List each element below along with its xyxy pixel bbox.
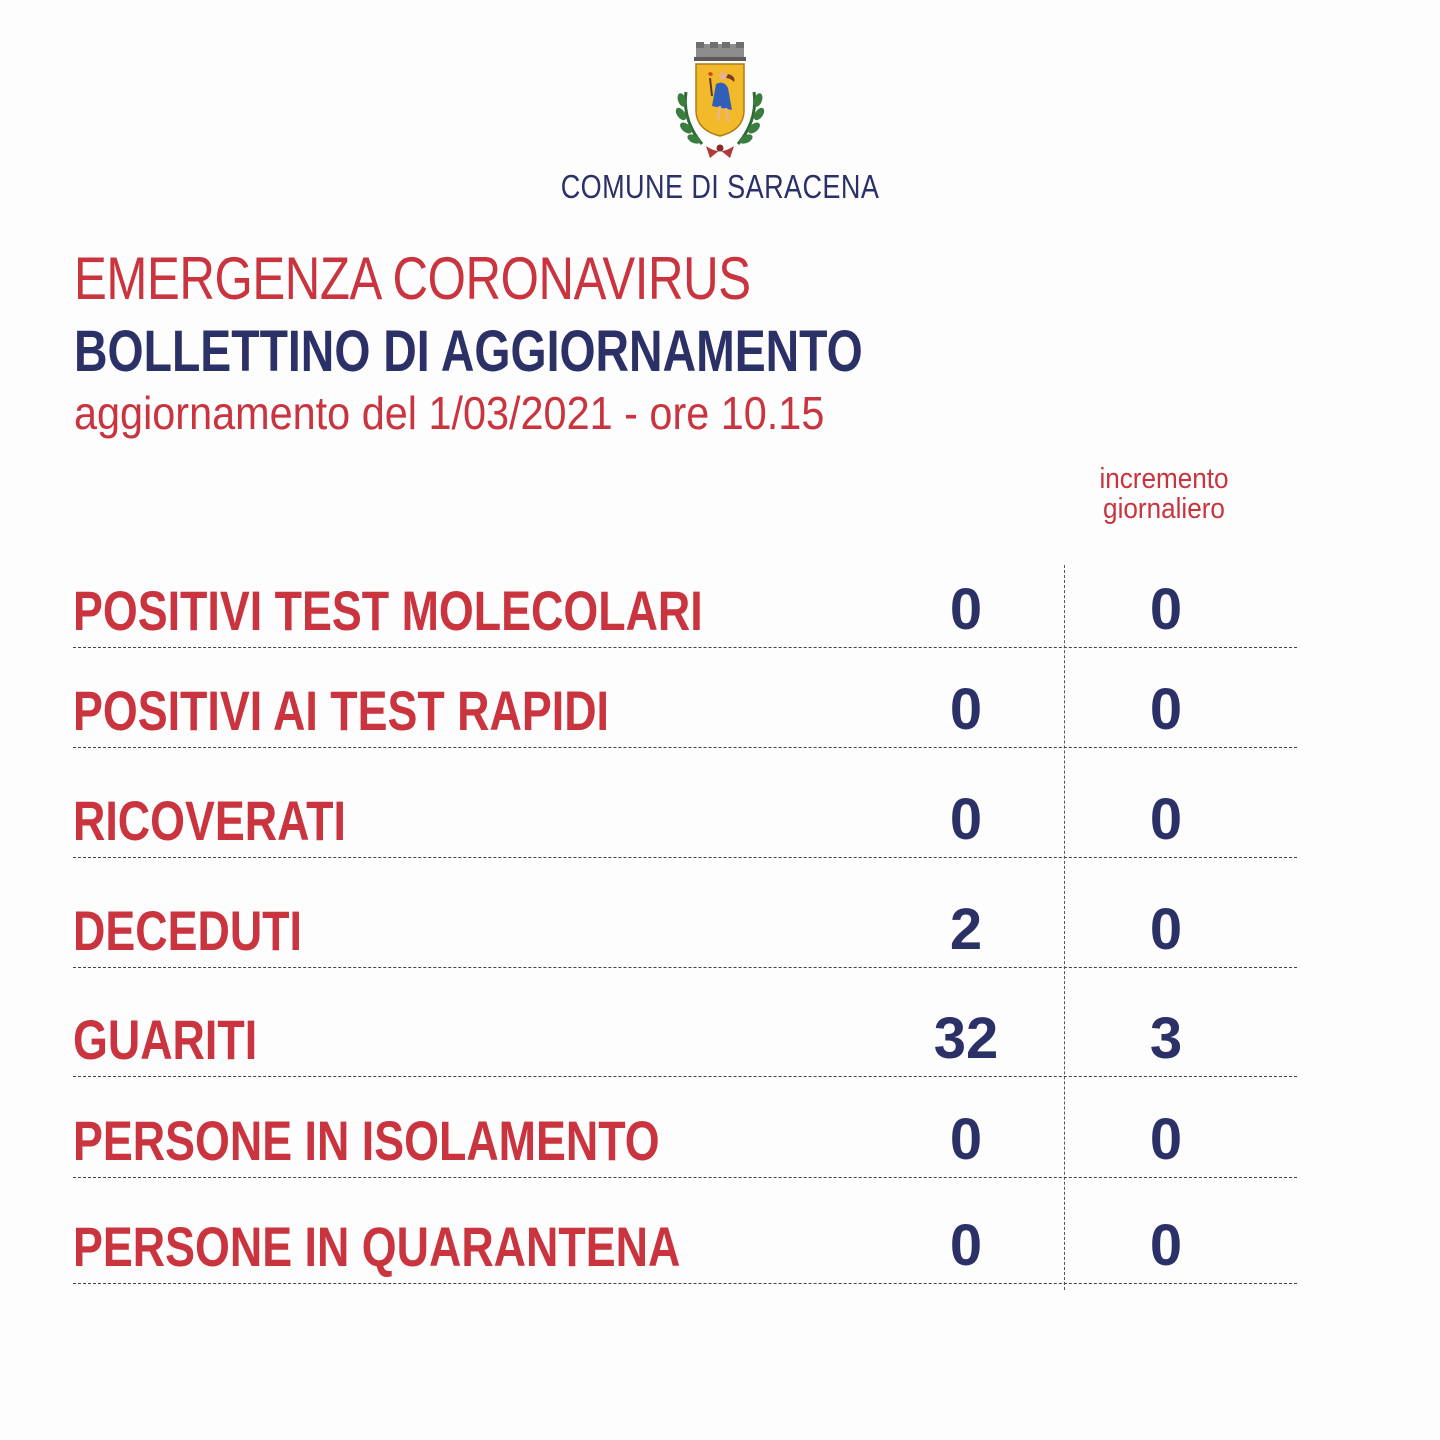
table-row [73, 770, 1297, 858]
table-row [73, 1090, 1297, 1178]
increment-header-line-1: incremento [1099, 463, 1229, 495]
coat-of-arms-icon [666, 40, 774, 164]
table-row [73, 1196, 1297, 1284]
row-label: POSITIVI AI TEST RAPIDI [73, 679, 610, 742]
table-row [73, 560, 1297, 648]
heading-bollettino: BOLLETTINO DI AGGIORNAMENTO [74, 319, 863, 384]
table-row [73, 880, 1297, 968]
row-value: 0 [949, 577, 983, 642]
row-increment: 3 [1149, 1006, 1183, 1071]
row-value: 0 [949, 1213, 983, 1278]
row-value: 2 [949, 897, 983, 962]
row-increment: 0 [1149, 1107, 1183, 1172]
table-row [73, 989, 1297, 1077]
heading-emergenza: EMERGENZA CORONAVIRUS [74, 245, 751, 312]
row-increment: 0 [1149, 1213, 1183, 1278]
row-value: 0 [949, 677, 983, 742]
row-increment: 0 [1149, 897, 1183, 962]
increment-column-header [1074, 464, 1254, 524]
row-value: 0 [949, 787, 983, 852]
row-increment: 0 [1149, 787, 1183, 852]
row-label: DECEDUTI [73, 899, 302, 962]
row-increment: 0 [1149, 677, 1183, 742]
row-label: PERSONE IN ISOLAMENTO [73, 1109, 660, 1172]
row-label: PERSONE IN QUARANTENA [73, 1215, 681, 1278]
comune-name: COMUNE DI SARACENA [560, 168, 880, 205]
row-label: POSITIVI TEST MOLECOLARI [73, 579, 703, 642]
table-row [73, 660, 1297, 748]
update-timestamp: aggiornamento del 1/03/2021 - ore 10.15 [74, 387, 825, 439]
increment-header-line-2: giornaliero [1103, 493, 1225, 525]
row-value: 32 [933, 1006, 999, 1071]
row-label: RICOVERATI [73, 789, 346, 852]
row-label: GUARITI [73, 1008, 258, 1071]
row-increment: 0 [1149, 577, 1183, 642]
row-value: 0 [949, 1107, 983, 1172]
